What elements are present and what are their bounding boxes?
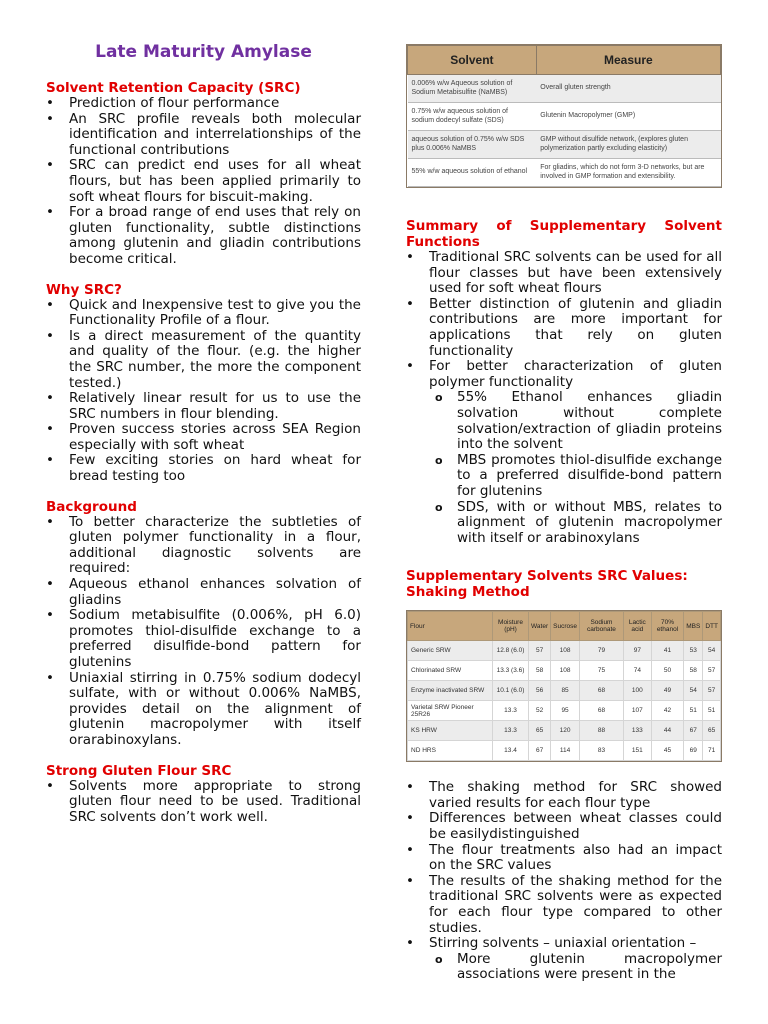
list-item: • Differences between wheat classes could be easilydistinguished: [406, 811, 722, 842]
table-cell: 74: [623, 661, 651, 681]
sublist-container: [406, 390, 722, 546]
list-item: • SRC can predict end uses for all wheat flours, but has been applied primarily to soft wheat flours for biscuit-making.: [46, 158, 361, 205]
table-cell: 50: [651, 661, 684, 681]
table-cell: Enzyme inactivated SRW: [408, 681, 493, 701]
table-header: Solvent: [408, 46, 537, 75]
table-cell: Generic SRW: [408, 641, 493, 661]
table-row: [408, 661, 721, 681]
table-cell: Overall gluten strength: [536, 75, 720, 103]
table-header: DTT: [703, 612, 721, 641]
list-item: • The flour treatments also had an impact on the SRC values: [406, 843, 722, 874]
table-row: [408, 159, 721, 187]
list-item: • Relatively linear result for us to use the SRC numbers in flour blending.: [46, 391, 361, 422]
table-cell: GMP without disulfide network, (explores gluten polymerization partly excluding elasticity): [536, 131, 720, 159]
table-row: [408, 641, 721, 661]
sublist-container: [406, 952, 722, 983]
table-cell: 56: [529, 681, 551, 701]
table-row: [408, 131, 721, 159]
table-cell: 114: [551, 741, 580, 761]
table-cell: 0.006% w/w Aqueous solution of Sodium Metabisulfite (NaMBS): [408, 75, 537, 103]
table-cell: 108: [551, 641, 580, 661]
table-cell: 65: [529, 721, 551, 741]
table-cell: 107: [623, 701, 651, 721]
table-cell: 108: [551, 661, 580, 681]
section-heading: Supplementary Solvents SRC Values: Shaking Method: [406, 568, 688, 601]
table-header: Water: [529, 612, 551, 641]
right-column: [406, 0, 722, 997]
table-cell: 12.8 (6.0): [493, 641, 529, 661]
sub-list-item: o 55% Ethanol enhances gliadin solvation without complete solvation/extraction of gliadin proteins into the solvent: [406, 390, 722, 452]
list-item: • Better distinction of glutenin and gliadin contributions are more important for applications that rely on gluten functionality: [406, 297, 722, 359]
list-item: • The results of the shaking method for the traditional SRC solvents were as expected for each flour type compared to other studies.: [406, 874, 722, 936]
table-cell: 13.3: [493, 721, 529, 741]
table-cell: 58: [684, 661, 703, 681]
table-cell: 54: [684, 681, 703, 701]
table-cell: 83: [579, 741, 623, 761]
table-cell: 13.3: [493, 701, 529, 721]
list-item: • Solvents more appropriate to strong gluten flour need to be used. Traditional SRC solvents don’t work well.: [46, 779, 361, 826]
table-cell: 133: [623, 721, 651, 741]
list-item: • Is a direct measurement of the quantity and quality of the flour. (e.g. the higher the SRC number, the more the component tested.): [46, 329, 361, 391]
table-header: Moisture (pH): [493, 612, 529, 641]
table-header: 70% ethanol: [651, 612, 684, 641]
table-cell: 120: [551, 721, 580, 741]
section-heading: Why SRC?: [46, 281, 122, 298]
table-header: Sucrose: [551, 612, 580, 641]
list-item: • Proven success stories across SEA Region especially with soft wheat: [46, 422, 361, 453]
table-cell: ND HRS: [408, 741, 493, 761]
solvent-table: [407, 45, 721, 187]
sub-list-item: o SDS, with or without MBS, relates to alignment of glutenin macropolymer with itself or arabinoxylans: [406, 500, 722, 547]
table-cell: Varietal SRW Pioneer 25R26: [408, 701, 493, 721]
table-header: Flour: [408, 612, 493, 641]
table-cell: KS HRW: [408, 721, 493, 741]
list-item: • To better characterize the subtleties of gluten polymer functionality in a flour, additional diagnostic solvents are required:: [46, 515, 361, 577]
table-row: [408, 75, 721, 103]
section-heading: Background: [46, 498, 137, 515]
list-item: • The shaking method for SRC showed varied results for each flour type: [406, 780, 722, 811]
table-cell: 71: [703, 741, 721, 761]
sub-list-item: o More glutenin macropolymer associations were present in the: [406, 952, 722, 983]
section-heading: Solvent Retention Capacity (SRC): [46, 80, 301, 96]
table-cell: Chlorinated SRW: [408, 661, 493, 681]
list-item: • Aqueous ethanol enhances solvation of gliadins: [46, 577, 361, 608]
src-values-table: [407, 611, 721, 761]
table-cell: 95: [551, 701, 580, 721]
list-item: • For a broad range of end uses that rely on gluten functionality, subtle distinctions among glutenin and gliadin contributions become critical.: [46, 205, 361, 267]
table-cell: 100: [623, 681, 651, 701]
section-src: [46, 80, 361, 268]
list-item: • Sodium metabisulfite (0.006%, pH 6.0) promotes thiol-disulfide exchange to a preferred disulfide-bond pattern for glutenins: [46, 608, 361, 670]
table-cell: 57: [529, 641, 551, 661]
table-row: [408, 681, 721, 701]
table-cell: 85: [551, 681, 580, 701]
table-cell: 88: [579, 721, 623, 741]
table-cell: 44: [651, 721, 684, 741]
table-cell: 10.1 (6.0): [493, 681, 529, 701]
table-cell: 67: [529, 741, 551, 761]
list-item: • Uniaxial stirring in 0.75% sodium dodecyl sulfate, with or without 0.006% NaMBS, provides detail on the alignment of glutenin macropolymer with itself orarabinoxylans.: [46, 671, 361, 749]
table-cell: 13.3 (3.6): [493, 661, 529, 681]
table-cell: 51: [703, 701, 721, 721]
table-cell: 68: [579, 681, 623, 701]
table-cell: 45: [651, 741, 684, 761]
table-header: Measure: [536, 46, 720, 75]
table-cell: aqueous solution of 0.75% w/w SDS plus 0.006% NaMBS: [408, 131, 537, 159]
section-shaking: [406, 568, 722, 983]
table-cell: 53: [684, 641, 703, 661]
section-strong-gluten: [46, 763, 361, 826]
left-column: [46, 0, 361, 839]
table-cell: 79: [579, 641, 623, 661]
list-item: • Traditional SRC solvents can be used for all flour classes but have been extensively used for soft wheat flours: [406, 250, 722, 297]
list-item: • Quick and Inexpensive test to give you the Functionality Profile of a flour.: [46, 298, 361, 329]
table-cell: 54: [703, 641, 721, 661]
section-background: [46, 499, 361, 749]
table-row: [408, 103, 721, 131]
table-cell: 68: [579, 701, 623, 721]
list-item: • Stirring solvents – uniaxial orientation –: [406, 936, 722, 952]
solvent-table-frame: [406, 44, 722, 188]
table-cell: 0.75% w/w aqueous solution of sodium dodecyl sulfate (SDS): [408, 103, 537, 131]
table-cell: 41: [651, 641, 684, 661]
table-cell: Glutenin Macropolymer (GMP): [536, 103, 720, 131]
table-cell: 42: [651, 701, 684, 721]
table-cell: 49: [651, 681, 684, 701]
table-row: [408, 701, 721, 721]
table-row: [408, 721, 721, 741]
section-heading: Summary of Supplementary Solvent Functions: [406, 218, 722, 250]
list-item: • Prediction of flour performance: [46, 96, 361, 112]
list-item: • For better characterization of gluten polymer functionality: [406, 359, 722, 390]
table-header: Lactic acid: [623, 612, 651, 641]
table-cell: 69: [684, 741, 703, 761]
table-cell: 67: [684, 721, 703, 741]
section-summary: [406, 218, 722, 546]
table-cell: 97: [623, 641, 651, 661]
list-item: • Few exciting stories on hard wheat for bread testing too: [46, 453, 361, 484]
section-heading: Strong Gluten Flour SRC: [46, 762, 232, 779]
table-cell: 65: [703, 721, 721, 741]
sub-list-item: o MBS promotes thiol-disulfide exchange to a preferred disulfide-bond pattern for glutenins: [406, 453, 722, 500]
table-header: MBS: [684, 612, 703, 641]
page-title: Late Maturity Amylase: [95, 42, 312, 62]
table-cell: 13.4: [493, 741, 529, 761]
table-row: [408, 741, 721, 761]
table-cell: 52: [529, 701, 551, 721]
list-item: • An SRC profile reveals both molecular identification and interrelationships of the functional contributions: [46, 112, 361, 159]
table-header: Sodium carbonate: [579, 612, 623, 641]
table-cell: For gliadins, which do not form 3-D networks, but are involved in GMP formation and extensibility.: [536, 159, 720, 187]
table-cell: 75: [579, 661, 623, 681]
table-cell: 58: [529, 661, 551, 681]
section-why-src: [46, 282, 361, 485]
table-cell: 51: [684, 701, 703, 721]
table-cell: 55% w/w aqueous solution of ethanol: [408, 159, 537, 187]
table-cell: 57: [703, 681, 721, 701]
table-cell: 57: [703, 661, 721, 681]
table-cell: 151: [623, 741, 651, 761]
src-values-table-frame: [406, 610, 722, 762]
